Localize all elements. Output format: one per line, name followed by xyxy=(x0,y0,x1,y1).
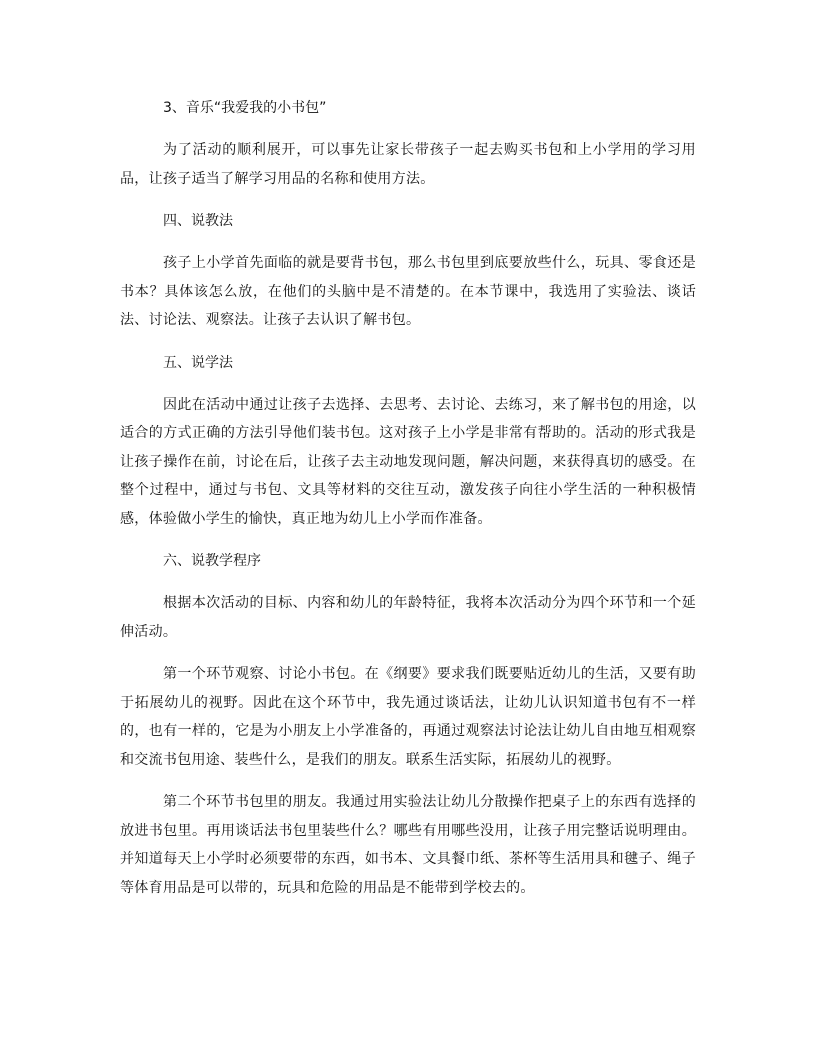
paragraph-teaching-method: 孩子上小学首先面临的就是要背书包，那么书包里到底要放些什么，玩具、零食还是书本？具体该怎么放，在他们的头脑中是不清楚的。在本节课中，我选用了实验法、谈话法、讨论法、观察法。让孩子去认识了解书包。 xyxy=(120,255,696,328)
section-heading-teaching-procedure: 六、说教学程序 xyxy=(163,553,261,569)
paragraph-procedure-overview: 根据本次活动的目标、内容和幼儿的年龄特征，我将本次活动分为四个环节和一个延伸活动。 xyxy=(120,595,696,640)
document-body xyxy=(120,94,696,902)
paragraph-learning-method: 因此在活动中通过让孩子去选择、去思考、去讨论、去练习，来了解书包的用途，以适合的方式正确的方法引导他们装书包。这对孩子上小学是非常有帮助的。活动的形式我是让孩子操作在前，讨论在后，让孩子去主动地发现问题，解决问题，来获得真切的感受。在整个过程中，通过与书包、文具等材料的交往互动，激发孩子向往小学生活的一种积极情感，体验做小学生的愉快，真正地为幼儿上小学而作准备。 xyxy=(120,396,696,527)
section-heading-learning-method: 五、说学法 xyxy=(163,354,233,371)
paragraph-preparation: 为了活动的顺利展开，可以事先让家长带孩子一起去购买书包和上小学用的学习用品，让孩子适当了解学习用品的名称和使用方法。 xyxy=(120,142,696,187)
section-heading-teaching-method: 四、说教法 xyxy=(163,213,233,229)
paragraph-first-stage: 第一个环节观察、讨论小书包。在《纲要》要求我们既要贴近幼儿的生活，又要有助于拓展幼儿的视野。因此在这个环节中，我先通过谈话法，让幼儿认识知道书包有不一样的，也有一样的，它是为小朋友上小学准备的，再通过观察法讨论法让幼儿自由地互相观察和交流书包用途、装些什么，是我们的朋友。联系生活实际，拓展幼儿的视野。 xyxy=(120,666,696,768)
section-heading-music: 3、音乐“我爱我的小书包” xyxy=(163,100,327,116)
paragraph-second-stage: 第二个环节书包里的朋友。我通过用实验法让幼儿分散操作把桌子上的东西有选择的放进书包里。再用谈话法书包里装些什么？哪些有用哪些没用，让孩子用完整话说明理由。并知道每天上小学时必须要带的东西，如书本、文具餐巾纸、茶杯等生活用具和毽子、绳子等体育用品是可以带的，玩具和危险的用品是不能带到学校去的。 xyxy=(120,794,696,896)
